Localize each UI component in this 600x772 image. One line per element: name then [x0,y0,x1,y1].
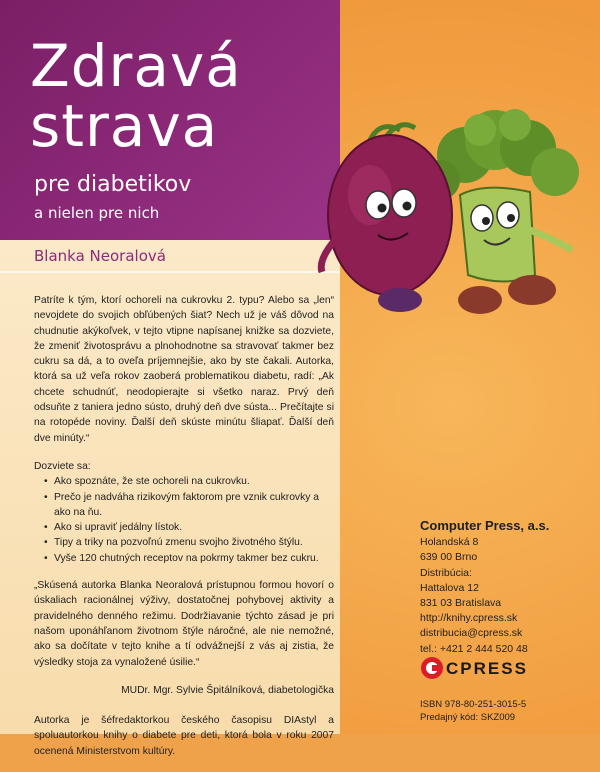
publisher-line: 831 03 Bratislava [420,597,502,610]
publisher-name: Computer Press, a.s. [420,518,550,533]
publisher-line: Holandská 8 [420,536,479,549]
quote-author: MUDr. Mgr. Sylvie Špitálníková, diabetologička [121,684,334,696]
cpress-logo [420,655,530,681]
back-cover-text [34,293,334,772]
author-name: Blanka Neoralová [34,247,166,265]
publisher-line: 639 00 Brno [420,551,478,564]
divider [0,271,340,273]
order-code: Predajný kód: SKZ009 [420,712,516,723]
isbn-block [420,698,526,724]
beet-character-icon [321,125,452,312]
list-item: • Prečo je nadváha rizikovým faktorom pre vznik cukrovky a ako na ňu. [44,490,334,521]
title-line-1: Zdravá [30,32,242,100]
list-item: • Ako spoznáte, že ste ochoreli na cukrovku. [44,474,334,489]
publisher-phone: tel.: +421 2 444 520 48 [420,642,528,655]
publisher-email: distribucia@cpress.sk [420,627,523,640]
review-quote: „Skúsená autorka Blanka Neoralová prístupnou formou hovorí o úskaliach racionálnej výživy, dostatočnej pohybovej aktivity a pravidelného denného režimu. Dodržiavanie týchto zásad je pri našom uponáhľanom životnom štýle náročné, ale nie nemožné, ako sa dočítate v tejto knihe a tí odvážnejší z vás aj zistia, že výsledky stoja za vynaložené úsilie.“ [34,580,334,668]
intro-paragraph: Patríte k tým, ktorí ochoreli na cukrovku 2. typu? Alebo sa „len“ nevojdete do svojich obľúbených šiat? Nech už je váš dôvod na chudnutie akýkoľvek, v tejto vtipne napísanej knižke sa dozviete, že zmeniť životosprávu a plnohodnotne sa stravovať takmer bez cukru sa dá, a to oveľa príjemnejšie, ako by ste čakali. Autorka, ktorá sa už veľa rokov zaoberá problematikou diabetu, radí: „Ak chcete schudnúť, neodopierajte si všetko naraz. Prvý deň odsuňte z taniera jedno sústo, druhý deň dve sústa... Prečítajte si na rotopéde noviny. Ďalší deň skúste minútu šliapať. Ďalší deň dve minúty.“ [34,295,334,444]
list-heading: Dozviete sa: [34,460,91,472]
list-item: • Tipy a triky na pozvoľnú zmenu svojho životného štýlu. [44,535,334,550]
publisher-line: Distribúcia: [420,566,472,579]
about-author: Autorka je šéfredaktorkou českého časopisu DIAstyl a spoluautorkou knihy o diabete pre deti, ktorá bola v roku 2007 ocenená Ministerstvom kultúry. [34,715,334,757]
subtitle-line-1: pre diabetikov [34,172,192,197]
title-line-2: strava [30,92,219,160]
list-item: • Vyše 120 chutných receptov na pokrmy takmer bez cukru. [44,551,334,566]
logo-text: CPRESS [446,659,528,678]
vegetable-mascots-illustration [300,100,600,330]
book-title [30,32,242,160]
publisher-info [420,518,549,657]
isbn: ISBN 978-80-251-3015-5 [420,699,527,710]
subtitle-line-2: a nielen pre nich [34,204,160,222]
learning-list [34,474,334,566]
list-item: • Ako si upraviť jedálny lístok. [44,520,334,535]
publisher-website: http://knihy.cpress.sk [420,612,518,625]
publisher-line: Hattalova 12 [420,581,479,594]
